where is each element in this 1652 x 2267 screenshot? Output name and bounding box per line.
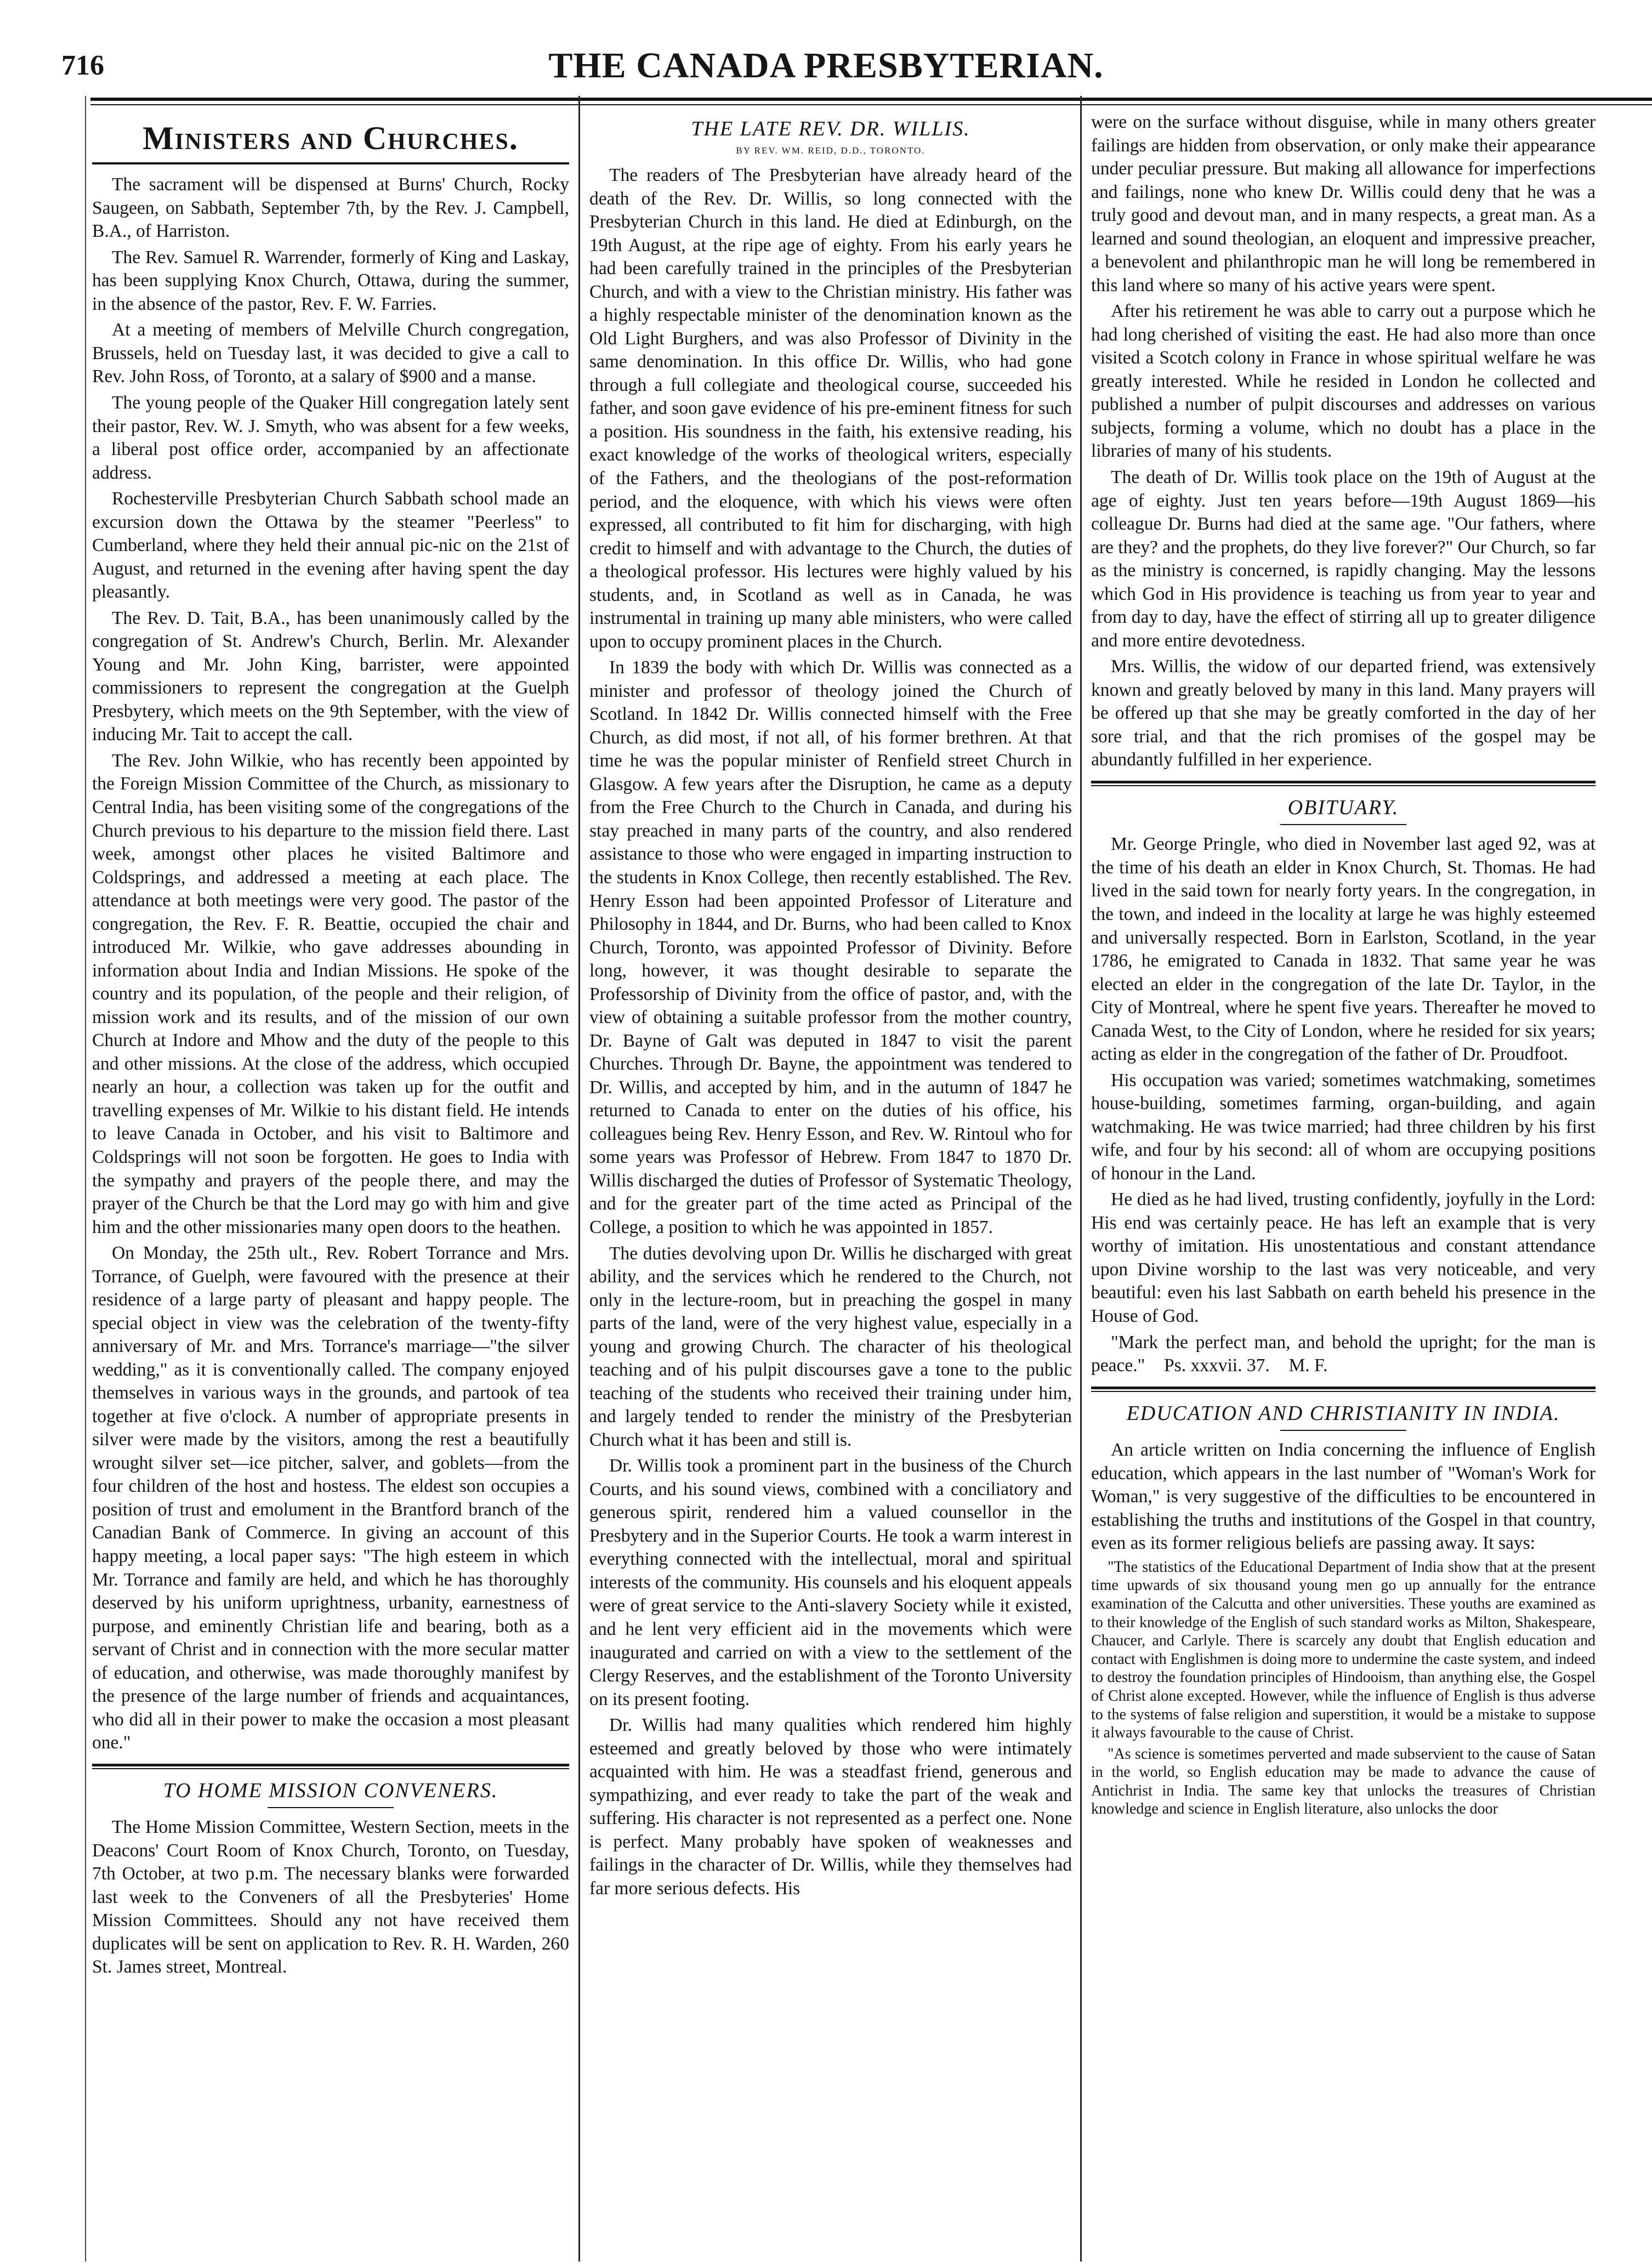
news-paragraph: At a meeting of members of Melville Church congregation, Brussels, held on Tuesday last, it was decided to give a call to Rev. John Ross, of Toronto, at a salary of $900 and a manse. [92,320,569,387]
publication-title: THE CANADA PRESBYTERIAN. [548,46,1104,86]
news-paragraph: On Monday, the 25th ult., Rev. Robert Torrance and Mrs. Torrance, of Guelph, were favoured with the presence at their residence of a large party of pleasant and happy people. The special object in view was the celebration of the twenty-fifty anniversary of Mr. and Mrs. Torrance's marriage—"the silver wedding," as it is conventionally called. The company enjoyed themselves in various ways in the grounds, and partook of tea together at five o'clock. A number of appropriate presents in silver were made by the visitors, among the rest a beautifully wrought silver set—ice pitcher, salver, and goblets—from the four children of the host and hostess. The eldest son occupies a position of trust and emolument in the Brantford branch of the Canadian Bank of Commerce. In giving an account of this happy meeting, a local paper says: "The high esteem in which Mr. Torrance and family are held, and which he has thoroughly deserved by his uniform uprightness, urbanity, earnestness of purpose, and eminently Christian life and bearing, both as a servant of Christ and in connection with the more secular matter of education, and otherwise, was made thoroughly manifest by the presence of the large number of friends and acquaintances, who did all in their power to make the occasion a most pleasant one." [92,1243,569,1753]
header-rule [90,98,1652,101]
article-paragraph: The duties devolving upon Dr. Willis he discharged with great ability, and the services which he rendered to the Church, not only in the lecture-room, but in preaching the gospel in many parts of the land, were of the very highest value, especially in a young and growing Church. The character of his theological teaching and of his pulpit discourses gave a tone to the public teaching of the students who received their training under him, and largely tended to render the ministry of the Presbyterian Church what it has been and still is. [589,1243,1072,1450]
obituary-signature: M. F. [1288,1355,1328,1376]
title-rule [1280,824,1406,825]
willis-title: THE LATE REV. DR. WILLIS. [691,117,970,140]
news-paragraph: The Rev. Samuel R. Warrender, formerly of King and Laskay, has been supplying Knox Church, Ottawa, during the summer, in the absence of the pastor, Rev. F. W. Farries. [92,247,569,314]
obituary-paragraph: Mr. George Pringle, who died in November last aged 92, was at the time of his death an elder in Knox Church, St. Thomas. He had lived in the said town for nearly forty years. In the congregation, in the town, and indeed in the locality at large he was highly esteemed and universally respected. Born in Earlston, Scotland, in the year 1786, he emigrated to Canada in 1832. That same year he was elected an elder in the congregation of the late Dr. Taylor, in the City of Montreal, where he spent five years. Thereafter he moved to Canada West, to the City of London, where he resided for six years; acting as elder in the congregation of the father of Dr. Proudfoot. [1091,834,1596,1065]
news-paragraph: Rochesterville Presbyterian Church Sabbath school made an excursion down the Ottawa by the steamer "Peerless" to Cumberland, where they held their annual pic-nic on the 21st of August, and returned in the evening after having spent the day pleasantly. [92,488,569,603]
article-paragraph: Mrs. Willis, the widow of our departed friend, was extensively known and greatly beloved by many in this land. Many prayers will be offered up that she may be greatly comforted in the day of her sore trial, and that the rich promises of the gospel may be abundantly fulfilled in her experience. [1091,656,1596,770]
willis-byline: BY REV. WM. REID, D.D., TORONTO. [736,145,926,156]
page-edge-rule [85,96,86,2262]
column-rule [578,96,580,2262]
column-rule [1080,96,1082,2262]
article-paragraph: The Home Mission Committee, Western Section, meets in the Deacons' Court Room of Knox Church, Toronto, on Tuesday, 7th October, at two p.m. The necessary blanks were forwarded last week to the Conveners of all the Presbyteries' Home Mission Committees. Should any not have received them duplicates will be sent on application to Rev. R. H. Warden, 260 St. James street, Montreal. [92,1817,569,1978]
obituary-closing [1091,1331,1596,1378]
ministers-churches-title: Ministers and Churches. [143,120,519,156]
article-paragraph: Dr. Willis took a prominent part in the business of the Church Courts, and his sound views, combined with a conciliatory and generous spirit, rendered him a valued counsellor in the Presbytery and in the Superior Courts. He took a warm interest in everything connected with the intellectual, moral and spiritual interests of the community. His counsels and his eloquent appeals were of great service to the Anti-slavery Society while it existed, and he lent very efficient aid in the movements which were inaugurated and carried on with a view to the settlement of the Clergy Reserves, and the establishment of the Toronto University on its present footing. [589,1456,1072,1709]
article-paragraph: Dr. Willis had many qualities which rendered him highly esteemed and greatly beloved by those who were intimately acquainted with him. He was a steadfast friend, generous and sympathizing, and ever ready to take the part of the weak and suffering. His character is not represented as a perfect one. None is perfect. Many probably have spoken of weaknesses and failings in the character of Dr. Willis, while they themselves had far more serious defects. His [589,1715,1072,1899]
news-paragraph: The sacrament will be dispensed at Burns' Church, Rocky Saugeen, on Sabbath, September 7th, by the Rev. J. Campbell, B.A., of Harriston. [92,174,569,242]
page-number: 716 [61,50,104,81]
column-one [92,111,569,2249]
title-rule [268,1807,394,1808]
article-paragraph: The readers of The Presbyterian have already heard of the death of the Rev. Dr. Willis, so long connected with the Presbyterian Church in this land. He died at Edinburgh, on the 19th August, at the ripe age of eighty. From his early years he had been carefully trained in the principles of the Presbyterian Church, and with a view to the Christian ministry. His father was a highly respectable minister of the denomination known as the Old Light Burghers, and was also Professor of Divinity in the same denomination. In this office Dr. Willis, who had gone through a full collegiate and theological course, succeeded his father, and soon gave evidence of his pre-eminent fitness for such a position. His soundness in the faith, his extensive reading, his exact knowledge of the works of theological writers, especially of the Fathers, and the theologians of the post-reformation period, and the eloquence, with which his views were often expressed, all contributed to fit him for discharging, with high credit to himself and with advantage to the Church, the duties of a theological professor. His lectures were highly valued by his students, and, in Scotland as well as in Canada, he was instrumental in training up many able ministers, who were called upon to occupy prominent places in the Church. [589,165,1072,652]
news-paragraph: The young people of the Quaker Hill congregation lately sent their pastor, Rev. W. J. Smyth, who was absent for a few weeks, a liberal post office order, accompanied by an affectionate address. [92,392,569,483]
header-rule-thin [90,104,1652,105]
education-intro: An article written on India concerning the influence of English education, which appears in the last number of "Woman's Work for Woman," is very suggestive of the difficulties to be encountered in establishing the truths and institutions of the Gospel in that country, even as its former religious beliefs are passing away. It says: [1091,1440,1596,1554]
title-rule [1280,1430,1406,1431]
section-separator [1091,781,1596,786]
news-paragraph: The Rev. John Wilkie, who has recently been appointed by the Foreign Mission Committee of the Church, as missionary to Central India, has been visiting some of the congregations of the Church previous to his departure to the mission field there. Last week, amongst other places he visited Baltimore and Coldsprings, and addressed a meeting at each place. The attendance at both meetings were very good. The pastor of the congregation, the Rev. F. R. Beattie, occupied the chair and introduced Mr. Wilkie, who gave addresses abounding in information about India and Indian Missions. He spoke of the country and its population, of the people and their religion, of mission work and its results, and of the mission of our own Church at Indore and Mhow and the duty of the people to this and other missions. At the close of the address, which occupied nearly an hour, a collection was taken up for the outfit and travelling expenses of Mr. Wilkie to his distant field. He intends to leave Canada in October, and his visit to Baltimore and Coldsprings will not soon be forgotten. He goes to India with the sympathy and prayers of the people there, and may the prayer of the Church be that the Lord may go with him and give him and the other missionaries many open doors to the heathen. [92,750,569,1237]
article-paragraph: The death of Dr. Willis took place on the 19th of August at the age of eighty. Just ten years before—19th August 1869—his colleague Dr. Burns had died at the same age. "Our fathers, where are they? and the prophets, do they live forever?" Our Church, so far as the ministry is concerned, is rapidly changing. May the lessons which God in His providence is teaching us from year to year and from day to day, have the effect of stirring all up to greater diligence and more entire devotedness. [1091,467,1596,651]
article-paragraph: were on the surface without disguise, while in many others greater failings are hidden from observation, or only make their appearance under peculiar pressure. But making all allowance for imperfections and failings, none who knew Dr. Willis could deny that he was a truly good and devout man, and in many respects, a great man. As a learned and sound theologian, an eloquent and impressive preacher, a benevolent and philanthropic man he will long be remembered in this land where so many of his active years were spent. [1091,112,1596,296]
news-paragraph: The Rev. D. Tait, B.A., has been unanimously called by the congregation of St. Andrew's Church, Berlin. Mr. Alexander Young and Mr. John King, barrister, were appointed commissioners to represent the congregation at the Guelph Presbytery, which meets on the 9th September, with the view of inducing Mr. Tait to accept the call. [92,607,569,745]
ministers-churches-heading [92,117,569,164]
education-title: EDUCATION AND CHRISTIANITY IN INDIA. [1126,1401,1560,1425]
education-quote: "As science is sometimes perverted and made subservient to the cause of Satan in the world, so English education may be made to advance the cause of Antichrist in India. The same key that unlocks the treasures of Christian knowledge and science in English literature, also unlocks the door [1091,1745,1596,1818]
obituary-paragraph: He died as he had lived, trusting confidently, joyfully in the Lord: His end was certainly peace. He has left an example that is very worthy of imitation. His unostentatious and constant attendance upon Divine worship to the last was very noticeable, and very beautiful: even his last Sabbath on earth beheld his presence in the House of God. [1091,1189,1596,1326]
article-paragraph: In 1839 the body with which Dr. Willis was connected as a minister and professor of theology joined the Church of Scotland. In 1842 Dr. Willis connected himself with the Free Church, as did most, if not all, of his former brethren. At that time he was the popular minister of Renfield street Church in Glasgow. A few years after the Disruption, he came as a deputy from the Free Church to the Church in Canada, and during his stay preached in many parts of the country, and also rendered assistance to those who were engaged in imparting instruction to the students in Knox College, then recently established. The Rev. Henry Esson had been appointed Professor of Literature and Philosophy in 1844, and Dr. Burns, who had been called to Knox Church, Toronto, was appointed Professor of Divinity. Before long, however, it was thought desirable to separate the Professorship of Divinity from the office of pastor, and, with the view of obtaining a suitable professor from the mother country, Dr. Bayne of Galt was deputed in 1847 to visit the parent Churches. Through Dr. Bayne, the appointment was tendered to Dr. Willis, and accepted by him, and in the autumn of 1847 he returned to Canada to enter on the duties of his office, his colleagues being Rev. Henry Esson, and Rev. W. Rintoul who for some years was Professor of Hebrew. From 1847 to 1870 Dr. Willis discharged the duties of Professor of Systematic Theology, and for the greater part of the time acted as Principal of the College, a position to which he was appointed in 1857. [589,657,1072,1237]
section-separator [1091,1387,1596,1392]
article-paragraph: After his retirement he was able to carry out a purpose which he had long cherished of visiting the east. He had also more than once visited a Scotch colony in France in whose spiritual welfare he was greatly interested. While he resided in London he collected and published a number of pulpit discourses and addresses on various subjects, forming a volume, which no doubt has a place in the libraries of many of his students. [1091,301,1596,462]
scripture-reference: Ps. xxxvii. 37. [1164,1355,1270,1376]
heading-rule [92,162,569,164]
section-separator [92,1764,569,1769]
home-mission-title: TO HOME MISSION CONVENERS. [163,1779,498,1802]
column-two [589,111,1072,2249]
education-quote: "The statistics of the Educational Department of India show that at the present time upwards of six thousand young men go up annually for the entrance examination of the Calcutta and other universities. These youths are examined as to their knowledge of the English of such standard works as Milton, Shakespeare, Chaucer, and Carlyle. There is scarcely any doubt that English education and contact with Englishmen is doing more to undermine the caste system, and indeed to destroy the foundation principles of Hindooism, than anything else, the Gospel of Christ alone excepted. However, while the influence of English is thus adverse to the systems of false religion and superstition, it would be a mistake to suppose it always favourable to the cause of Christ. [1091,1558,1596,1742]
obituary-title: OBITUARY. [1287,796,1399,819]
column-three [1091,111,1596,2249]
obituary-paragraph: His occupation was varied; sometimes watchmaking, sometimes house-building, sometimes farming, organ-building, and again watchmaking. He was twice married; had three children by his first wife, and four by his second: all of whom are occupying positions of honour in the Land. [1091,1070,1596,1184]
closing-quote: "Mark the perfect man, and behold the upright; for the man is peace." [1091,1332,1596,1376]
